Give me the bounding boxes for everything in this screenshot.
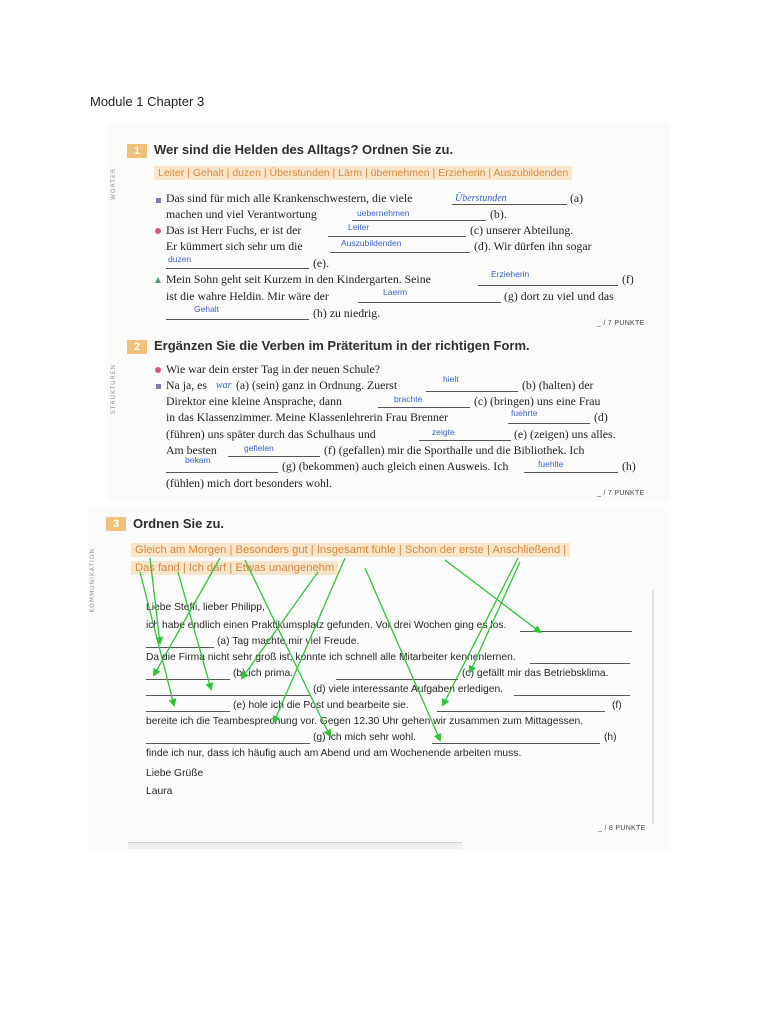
blank-label: (a) xyxy=(570,191,584,205)
sentence-text: Na ja, es xyxy=(166,378,207,392)
letter-line: (e) hole ich die Post und bearbeite sie. xyxy=(233,700,409,711)
sentence-text: Am besten xyxy=(166,443,217,457)
answer-blank[interactable] xyxy=(146,743,310,744)
answer-blank[interactable] xyxy=(146,679,230,680)
answer-blank[interactable] xyxy=(146,711,230,712)
letter-signature: Laura xyxy=(146,786,173,797)
answer-blank[interactable] xyxy=(336,679,458,680)
letter-line: (g) ich mich sehr wohl. xyxy=(313,732,416,743)
answer-blank[interactable] xyxy=(166,472,278,473)
answer-blank[interactable] xyxy=(508,423,590,424)
answer-blank[interactable] xyxy=(146,695,310,696)
handwritten-answer: Erzieherin xyxy=(491,269,530,279)
exercise-number: 1 xyxy=(127,144,147,158)
answer-blank[interactable] xyxy=(452,204,567,205)
handwritten-answer: Gehalt xyxy=(194,304,220,314)
answer-blank[interactable] xyxy=(437,711,605,712)
sentence-text: Mein Sohn geht seit Kurzem in den Kindergarten. Seine xyxy=(166,272,431,286)
answer-blank[interactable] xyxy=(524,472,618,473)
answer-blank[interactable] xyxy=(330,252,470,253)
sentence-text: (e) (zeigen) uns alles. xyxy=(514,427,616,441)
sentence-text: Das ist Herr Fuchs, er ist der xyxy=(166,223,302,237)
triangle-bullet-icon xyxy=(155,277,161,283)
answer-blank[interactable] xyxy=(478,285,618,286)
handwritten-answer: hielt xyxy=(443,374,459,384)
letter-line: Da die Firma nicht sehr groß ist, konnte ich schnell alle Mitarbeiter kennenlernen. xyxy=(146,652,516,663)
points-label: _ / 7 PUNKTE xyxy=(597,490,645,497)
handwritten-answer: brachte xyxy=(394,394,423,404)
letter-greeting: Liebe Steffi, lieber Philipp, xyxy=(146,602,265,613)
handwritten-answer: fuehlte xyxy=(538,459,564,469)
sentence-text: Das sind für mich alle Krankenschwestern, die viele xyxy=(166,191,413,205)
answer-blank[interactable] xyxy=(352,220,486,221)
next-table-stub xyxy=(128,842,462,849)
answer-blank[interactable] xyxy=(426,391,518,392)
letter-line: (b) ich prima. xyxy=(233,668,294,679)
sentence-text: (f) (gefallen) mir die Sporthalle und die Bibliothek. Ich xyxy=(324,443,585,457)
letter-line: (d) viele interessante Aufgaben erledigen. xyxy=(313,684,504,695)
exercise-number: 2 xyxy=(127,340,147,354)
handwritten-answer: Auszubildenden xyxy=(341,238,402,248)
sentence-text: Er kümmert sich sehr um die xyxy=(166,239,303,253)
word-box: Leiter | Gehalt | duzen | Überstunden | Lärm | übernehmen | Erzieherin | Auszubildenden xyxy=(154,166,572,180)
handwritten-answer: Laerm xyxy=(383,287,408,297)
handwritten-answer: bekam xyxy=(185,455,211,465)
sentence-text: Direktor eine kleine Ansprache, dann xyxy=(166,394,342,408)
side-label-strukturen: STRUKTUREN xyxy=(110,364,117,415)
handwritten-answer: Leiter xyxy=(348,222,370,232)
handwritten-answer: duzen xyxy=(168,254,192,264)
handwritten-answer: uebernehmen xyxy=(357,208,410,218)
answer-blank[interactable] xyxy=(530,663,630,664)
sentence-text: (c) unserer Abteilung. xyxy=(470,223,574,237)
handwritten-answer: gefielen xyxy=(244,443,274,453)
blank-label: (h) xyxy=(604,732,617,743)
sentence-text: (g) (bekommen) auch gleich einen Ausweis. Ich xyxy=(282,459,509,473)
answer-blank[interactable] xyxy=(146,647,214,648)
document-title: Module 1 Chapter 3 xyxy=(90,94,205,109)
circle-bullet-icon xyxy=(155,228,161,234)
answer-blank[interactable] xyxy=(520,631,632,632)
answer-blank[interactable] xyxy=(166,319,309,320)
points-label: _ / 8 PUNKTE xyxy=(598,825,646,832)
sentence-text: (c) (bringen) uns eine Frau xyxy=(474,394,601,408)
sentence-text: machen und viel Verantwortung xyxy=(166,207,317,221)
blank-label: (e). xyxy=(313,256,330,270)
square-bullet-icon xyxy=(156,384,161,389)
blank-label: (f) xyxy=(612,700,622,711)
letter-line: (c) gefällt mir das Betriebsklima. xyxy=(462,668,609,679)
exercise-number: 3 xyxy=(106,517,126,531)
sentence-text: (führen) uns später durch das Schulhaus und xyxy=(166,427,376,441)
letter-line: ich habe endlich einen Praktikumsplatz gefunden. Vor drei Wochen ging es los. xyxy=(146,620,507,631)
blank-label: (d) xyxy=(594,410,608,424)
blank-label: (b). xyxy=(490,207,507,221)
option-box-line-1: Gleich am Morgen | Besonders gut | Insgesamt fühle | Schon der erste | Anschließend | xyxy=(131,543,570,557)
letter-line: (a) Tag machte mir viel Freude. xyxy=(217,636,360,647)
letter-line: finde ich nur, dass ich häufig auch am Abend und am Wochenende arbeiten muss. xyxy=(146,748,522,759)
handwritten-answer: fuehrte xyxy=(511,408,538,418)
side-label-kommunikation: KOMMUNIKATION xyxy=(89,548,96,613)
letter-closing: Liebe Grüße xyxy=(146,768,204,779)
sentence-text: (h) zu niedrig. xyxy=(313,306,381,320)
answer-blank[interactable] xyxy=(432,743,600,744)
sentence-text: (a) (sein) ganz in Ordnung. Zuerst xyxy=(236,378,398,392)
answer-blank[interactable] xyxy=(514,695,630,696)
exercise-heading: Ergänzen Sie die Verben im Präteritum in der richtigen Form. xyxy=(154,338,530,353)
answer-blank[interactable] xyxy=(378,407,470,408)
answer-blank[interactable] xyxy=(166,268,309,269)
handwritten-answer: war xyxy=(216,380,232,391)
sentence-text: (b) (halten) der xyxy=(522,378,594,392)
answer-blank[interactable] xyxy=(419,440,511,441)
sentence-text: (d). Wir dürfen ihn sogar xyxy=(474,239,592,253)
exercise-heading: Ordnen Sie zu. xyxy=(133,516,225,531)
letter-line: bereite ich die Teambesprechung vor. Gegen 12.30 Uhr gehen wir zusammen zum Mittagessen. xyxy=(146,716,584,727)
points-label: _ / 7 PUNKTE xyxy=(597,320,645,327)
sentence-text: (g) dort zu viel und das xyxy=(504,289,614,303)
sentence-text: ist die wahre Heldin. Mir wäre der xyxy=(166,289,329,303)
side-label-woerter: WÖRTER xyxy=(110,168,117,201)
exercise-heading: Wer sind die Helden des Alltags? Ordnen Sie zu. xyxy=(154,142,454,157)
option-box-line-2: Das fand | Ich darf | Etwas unangenehm xyxy=(131,561,338,575)
sentence-text: in das Klassenzimmer. Meine Klassenlehrerin Frau Brenner xyxy=(166,410,449,424)
handwritten-answer: Überstunden xyxy=(455,193,507,204)
answer-blank[interactable] xyxy=(328,236,466,237)
square-bullet-icon xyxy=(156,198,161,203)
answer-blank[interactable] xyxy=(228,456,320,457)
sentence-text: (fühlen) mich dort besonders wohl. xyxy=(166,476,333,490)
blank-label: (f) xyxy=(622,272,634,286)
answer-blank[interactable] xyxy=(358,302,501,303)
question-text: Wie war dein erster Tag in der neuen Schule? xyxy=(166,362,381,376)
circle-bullet-icon xyxy=(155,367,161,373)
blank-label: (h) xyxy=(622,459,636,473)
handwritten-answer: zeigte xyxy=(432,427,455,437)
